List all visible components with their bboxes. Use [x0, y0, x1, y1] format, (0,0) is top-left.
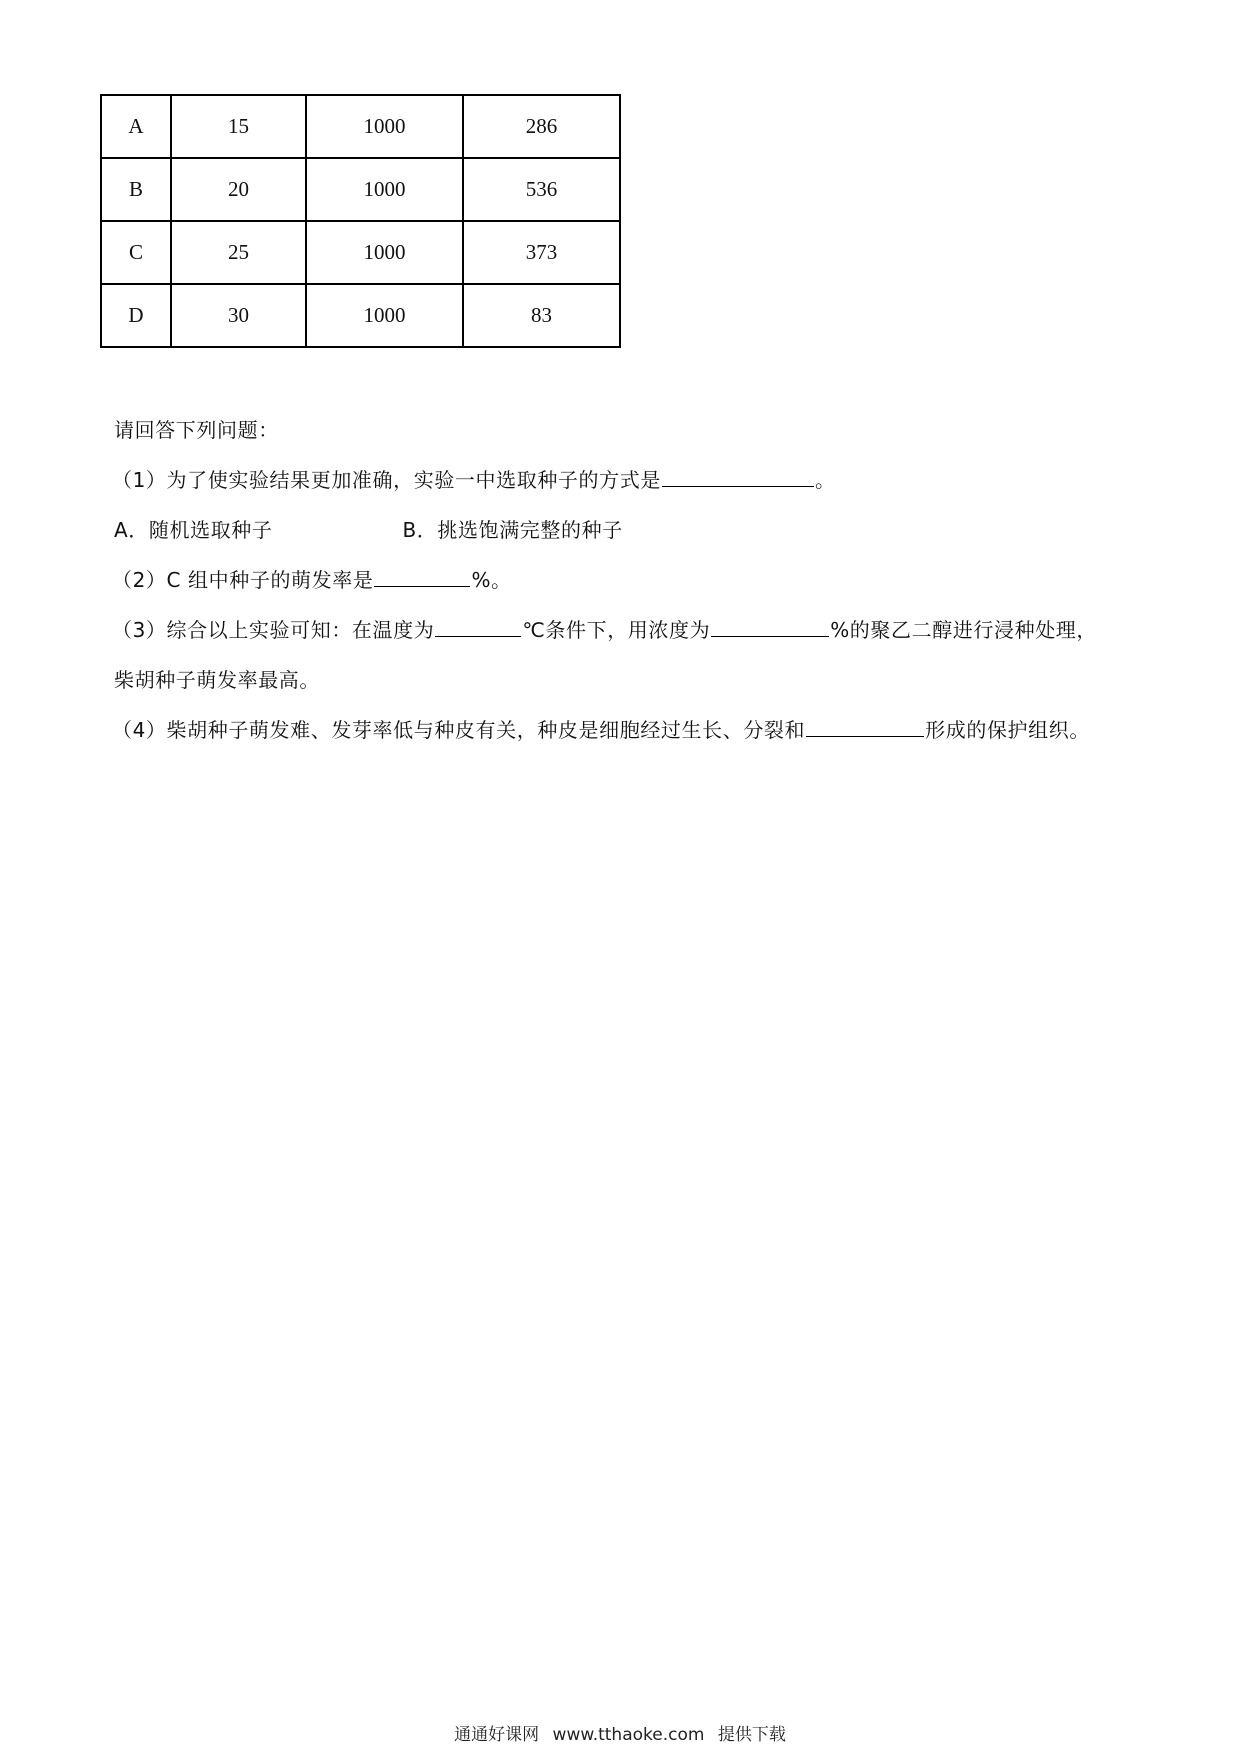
question-3-part1: （3）综合以上实验可知：在温度为: [112, 618, 435, 642]
table-cell: 1000: [306, 95, 463, 158]
option-b: B．挑选饱满完整的种子: [402, 518, 623, 542]
table-cell: 1000: [306, 221, 463, 284]
answer-options: [114, 516, 623, 544]
table-cell: 286: [463, 95, 620, 158]
table-cell: 25: [171, 221, 306, 284]
question-intro: 请回答下列问题：: [114, 418, 279, 442]
table-cell: C: [101, 221, 171, 284]
table-cell: D: [101, 284, 171, 347]
table-cell: 536: [463, 158, 620, 221]
question-3-part3: %的聚乙二醇进行浸种处理，: [830, 618, 1098, 642]
table-row: [101, 158, 620, 221]
question-1: [112, 466, 836, 494]
answer-blank-1[interactable]: [662, 466, 814, 487]
question-1-text: （1）为了使实验结果更加准确，实验一中选取种子的方式是: [112, 468, 661, 492]
question-3: [112, 616, 1097, 644]
data-table: [100, 94, 621, 348]
question-3-continuation: 柴胡种子萌发率最高。: [114, 668, 320, 692]
table-cell: 20: [171, 158, 306, 221]
question-1-tail: 。: [814, 468, 836, 492]
answer-blank-3a[interactable]: [435, 616, 521, 637]
question-3-part2: ℃条件下，用浓度为: [522, 618, 711, 642]
answer-blank-4[interactable]: [806, 716, 924, 737]
table-row: [101, 284, 620, 347]
table-row: [101, 221, 620, 284]
table-cell: 15: [171, 95, 306, 158]
question-4: [112, 716, 1090, 744]
question-4-part2: 形成的保护组织。: [925, 718, 1090, 742]
question-4-part1: （4）柴胡种子萌发难、发芽率低与种皮有关，种皮是细胞经过生长、分裂和: [112, 718, 806, 742]
page-footer: 通通好课网 www.tthaoke.com 提供下载: [454, 1725, 786, 1745]
table-cell: 30: [171, 284, 306, 347]
question-2-tail: %。: [471, 568, 512, 592]
table-cell: A: [101, 95, 171, 158]
table-cell: 373: [463, 221, 620, 284]
answer-blank-2[interactable]: [374, 566, 470, 587]
option-a: A．随机选取种子: [114, 518, 273, 542]
table-row: [101, 95, 620, 158]
table-cell: 83: [463, 284, 620, 347]
table-cell: B: [101, 158, 171, 221]
question-2: [112, 566, 512, 594]
table-cell: 1000: [306, 284, 463, 347]
table-cell: 1000: [306, 158, 463, 221]
answer-blank-3b[interactable]: [711, 616, 829, 637]
question-2-text: （2）C 组中种子的萌发率是: [112, 568, 374, 592]
